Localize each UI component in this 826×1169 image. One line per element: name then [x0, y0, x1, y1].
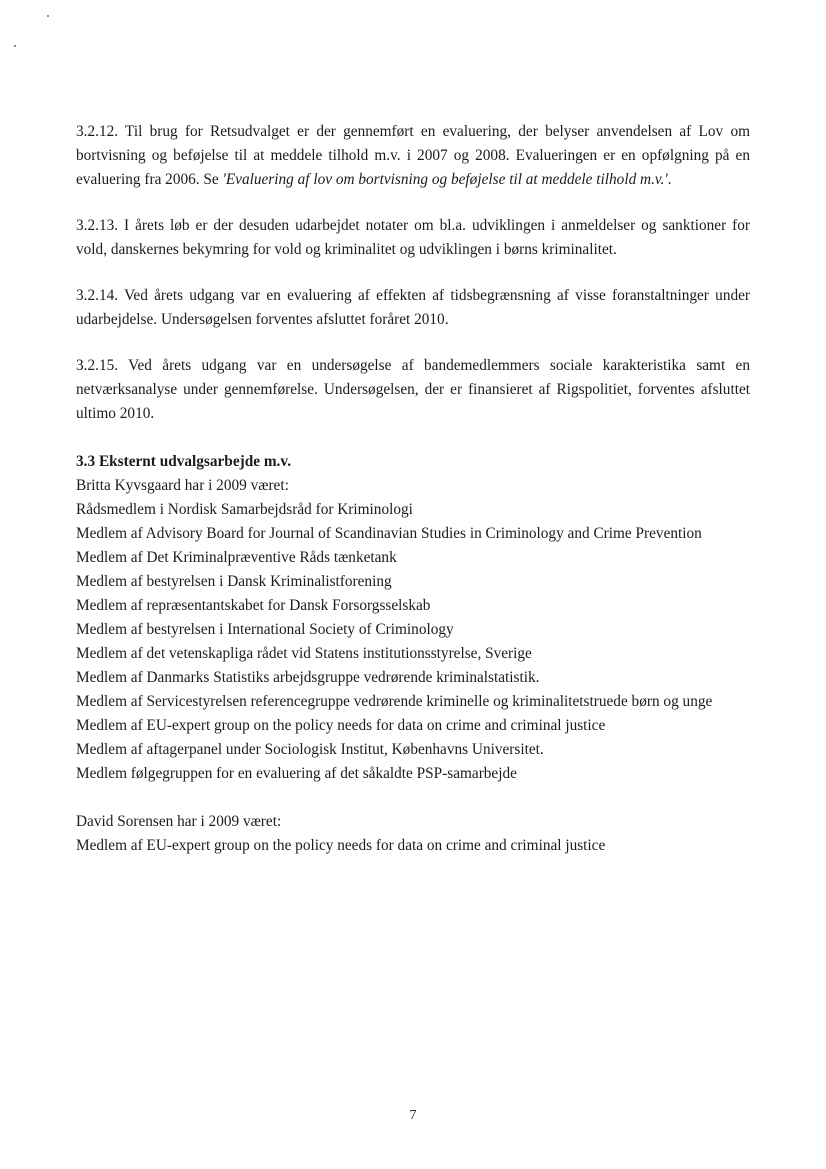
- membership-item: Medlem af EU-expert group on the policy needs for data on crime and criminal justice: [76, 837, 606, 854]
- membership-item: Medlem af Det Kriminalpræventive Råds tænketank: [76, 549, 397, 566]
- paragraph-3-2-13: 3.2.13. I årets løb er der desuden udarbejdet notater om bl.a. udviklingen i anmeldelser og sanktioner for vold, danskernes bekymring for vold og kriminalitet og udviklingen i børns kriminalitet.: [76, 217, 750, 258]
- paragraph-text: 3.2.12. Til brug for Retsudvalget er der gennemført en evaluering, der belyser anvendelsen af Lov om bortvisning og beføjelse til at meddele tilhold m.v. i 2007 og 2008. Evalueringen er en opfølgning på en evaluering fra 2006. Se: [76, 123, 750, 188]
- membership-item: Medlem af bestyrelsen i Dansk Kriminalistforening: [76, 573, 392, 590]
- paragraph-3-2-14: 3.2.14. Ved årets udgang var en evaluering af effekten af tidsbegrænsning af visse foranstaltninger under udarbejdelse. Undersøgelsen forventes afsluttet foråret 2010.: [76, 287, 750, 328]
- membership-item: Medlem af repræsentantskabet for Dansk Forsorgsselskab: [76, 597, 431, 614]
- membership-item: Medlem af EU-expert group on the policy needs for data on crime and criminal justice: [76, 717, 606, 734]
- page-number: 7: [409, 1108, 417, 1123]
- membership-item: Medlem af Advisory Board for Journal of Scandinavian Studies in Criminology and Crime Prevention: [76, 525, 702, 542]
- paragraph-3-2-15: 3.2.15. Ved årets udgang var en undersøgelse af bandemedlemmers sociale karakteristika samt en netværksanalyse under gennemførelse. Undersøgelsen, der er finansieret af Rigspolitiet, forventes afsluttet ultimo 2010.: [76, 357, 750, 422]
- membership-item: Rådsmedlem i Nordisk Samarbejdsråd for Kriminologi: [76, 501, 413, 518]
- paragraph-3-2-12: [76, 120, 750, 192]
- membership-list: [76, 498, 750, 786]
- person-intro: David Sorensen har i 2009 været:: [76, 813, 282, 830]
- membership-item: Medlem af Danmarks Statistiks arbejdsgruppe vedrørende kriminalstatistik.: [76, 669, 540, 686]
- person-intro: Britta Kyvsgaard har i 2009 været:: [76, 477, 289, 494]
- membership-list: [76, 834, 750, 858]
- section-heading: 3.3 Eksternt udvalgsarbejde m.v.: [76, 453, 292, 470]
- document-page: [76, 120, 750, 858]
- membership-item: Medlem af Servicestyrelsen referencegruppe vedrørende kriminelle og kriminalitetstruede børn og unge: [76, 693, 713, 710]
- paragraph-text-end: .: [667, 171, 672, 188]
- document-title-reference: 'Evaluering af lov om bortvisning og beføjelse til at meddele tilhold m.v.': [222, 171, 668, 188]
- scan-speck: [14, 45, 16, 47]
- membership-item: Medlem følgegruppen for en evaluering af det såkaldte PSP-samarbejde: [76, 765, 517, 782]
- scan-speck: [47, 15, 49, 17]
- membership-item: Medlem af bestyrelsen i International Society of Criminology: [76, 621, 454, 638]
- membership-item: Medlem af det vetenskapliga rådet vid Statens institutionsstyrelse, Sverige: [76, 645, 532, 662]
- membership-item: Medlem af aftagerpanel under Sociologisk Institut, Københavns Universitet.: [76, 741, 544, 758]
